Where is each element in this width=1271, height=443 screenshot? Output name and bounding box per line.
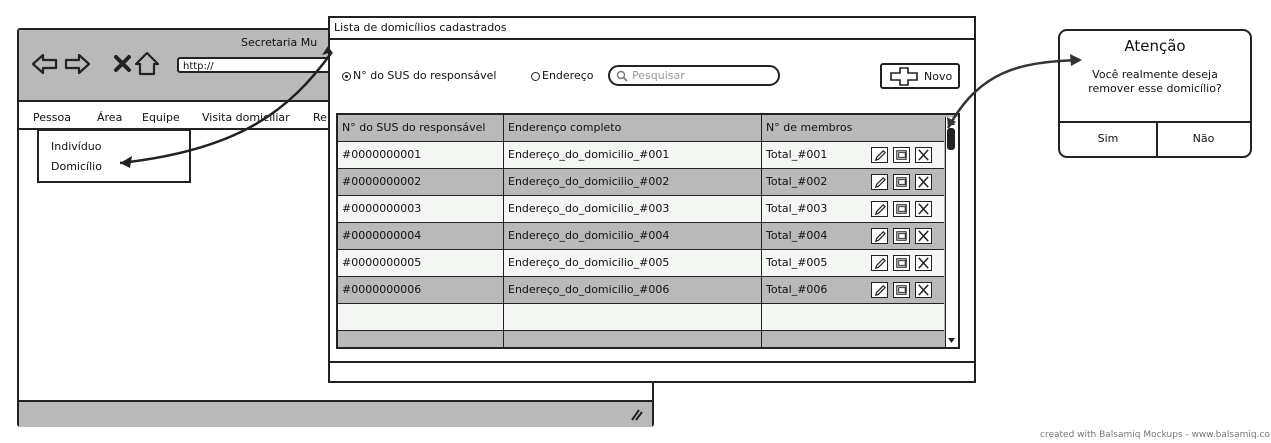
edit-icon[interactable]	[871, 174, 888, 190]
search-placeholder: Pesquisar	[632, 69, 685, 82]
forward-arrow-icon[interactable]	[63, 50, 91, 78]
view-icon[interactable]	[893, 282, 910, 298]
new-button-label: Novo	[924, 70, 953, 83]
table-header	[338, 115, 944, 142]
plus-icon	[890, 67, 918, 86]
view-icon[interactable]	[893, 201, 910, 217]
bottom-divider	[330, 361, 974, 363]
table-row[interactable]	[338, 250, 944, 277]
cell-sus: #0000000006	[338, 277, 504, 303]
cell-sus: #0000000001	[338, 142, 504, 168]
delete-icon[interactable]	[915, 174, 932, 190]
new-button[interactable]	[880, 63, 960, 89]
table-row-empty	[338, 331, 944, 347]
table-cell-empty	[762, 331, 944, 347]
table-cell-empty	[762, 304, 944, 330]
table-row[interactable]	[338, 223, 944, 250]
no-button[interactable]: Não	[1192, 132, 1215, 145]
url-input[interactable]: http://	[177, 57, 337, 73]
radio-sus[interactable]	[342, 72, 351, 81]
view-icon[interactable]	[893, 228, 910, 244]
title-divider	[330, 38, 974, 40]
vertical-scrollbar[interactable]	[945, 117, 958, 347]
domicile-list-window	[328, 16, 976, 383]
view-icon[interactable]	[893, 255, 910, 271]
delete-icon[interactable]	[915, 255, 932, 271]
table-row[interactable]	[338, 277, 944, 304]
table-cell-empty	[338, 304, 504, 330]
table-row[interactable]	[338, 169, 944, 196]
dropdown-menu	[37, 129, 191, 183]
table-cell-empty	[338, 331, 504, 347]
cell-membros: Total_#004	[766, 229, 828, 242]
delete-icon[interactable]	[915, 228, 932, 244]
dialog-title: Atenção	[1124, 37, 1186, 55]
table-row-empty	[338, 304, 944, 331]
domicile-table	[336, 113, 960, 349]
cell-sus: #0000000004	[338, 223, 504, 249]
edit-icon[interactable]	[871, 282, 888, 298]
cell-sus: #0000000002	[338, 169, 504, 195]
radio-endereco[interactable]	[531, 72, 540, 81]
table-cell-empty	[504, 304, 762, 330]
column-header-membros[interactable]: N° de membros	[766, 121, 853, 134]
table-row[interactable]	[338, 196, 944, 223]
confirm-dialog	[1058, 29, 1252, 158]
delete-icon[interactable]	[915, 201, 932, 217]
cell-sus: #0000000003	[338, 196, 504, 222]
back-arrow-icon[interactable]	[31, 50, 59, 78]
column-header-endereco[interactable]: Enderenço completo	[504, 115, 762, 141]
yes-button[interactable]: Sim	[1097, 132, 1119, 145]
table-cell-empty	[504, 331, 762, 347]
delete-icon[interactable]	[915, 282, 932, 298]
status-bar	[19, 400, 652, 427]
column-header-sus[interactable]: N° do SUS do responsável	[338, 115, 504, 141]
view-icon[interactable]	[893, 147, 910, 163]
cell-membros: Total_#003	[766, 202, 828, 215]
view-icon[interactable]	[893, 174, 910, 190]
scroll-up-icon[interactable]	[947, 118, 956, 127]
cell-endereco: Endereço_do_domicilio_#006	[504, 277, 762, 303]
menu-item-equipe[interactable]: Equipe	[142, 111, 180, 124]
edit-icon[interactable]	[871, 255, 888, 271]
home-icon[interactable]	[133, 50, 161, 78]
scroll-thumb[interactable]	[947, 128, 955, 150]
edit-icon[interactable]	[871, 201, 888, 217]
list-window-title: Lista de domicílios cadastrados	[334, 21, 507, 34]
dropdown-item-domicilio[interactable]: Domicílio	[51, 160, 102, 173]
edit-icon[interactable]	[871, 147, 888, 163]
cell-membros: Total_#006	[766, 283, 828, 296]
cell-endereco: Endereço_do_domicilio_#004	[504, 223, 762, 249]
delete-icon[interactable]	[915, 147, 932, 163]
dialog-message-line1: Você realmente deseja	[1092, 68, 1218, 81]
cell-sus: #0000000005	[338, 250, 504, 276]
cell-endereco: Endereço_do_domicilio_#002	[504, 169, 762, 195]
search-input[interactable]	[608, 65, 780, 86]
radio-sus-label: N° do SUS do responsável	[353, 69, 497, 82]
credit-text: created with Balsamiq Mockups - www.balsamiq.co	[1040, 430, 1270, 440]
scroll-down-icon[interactable]	[947, 336, 956, 345]
table-row[interactable]	[338, 142, 944, 169]
search-icon	[616, 70, 628, 82]
menu-item-pessoa[interactable]: Pessoa	[33, 111, 71, 124]
menu-item-visita-domiciliar[interactable]: Visita domiciliar	[202, 111, 290, 124]
radio-endereco-label: Endereço	[542, 69, 594, 82]
menu-item-re[interactable]: Re	[313, 111, 327, 124]
dialog-message-line2: remover esse domicílio?	[1088, 82, 1222, 95]
cell-membros: Total_#002	[766, 175, 828, 188]
cell-endereco: Endereço_do_domicilio_#003	[504, 196, 762, 222]
cell-endereco: Endereço_do_domicilio_#005	[504, 250, 762, 276]
browser-title: Secretaria Mu	[241, 36, 318, 49]
menu-item-area[interactable]: Área	[97, 111, 123, 124]
cell-membros: Total_#001	[766, 148, 828, 161]
resize-grip-icon[interactable]	[629, 407, 643, 421]
cell-endereco: Endereço_do_domicilio_#001	[504, 142, 762, 168]
edit-icon[interactable]	[871, 228, 888, 244]
cell-membros: Total_#005	[766, 256, 828, 269]
dropdown-item-individuo[interactable]: Indivíduo	[51, 140, 102, 153]
